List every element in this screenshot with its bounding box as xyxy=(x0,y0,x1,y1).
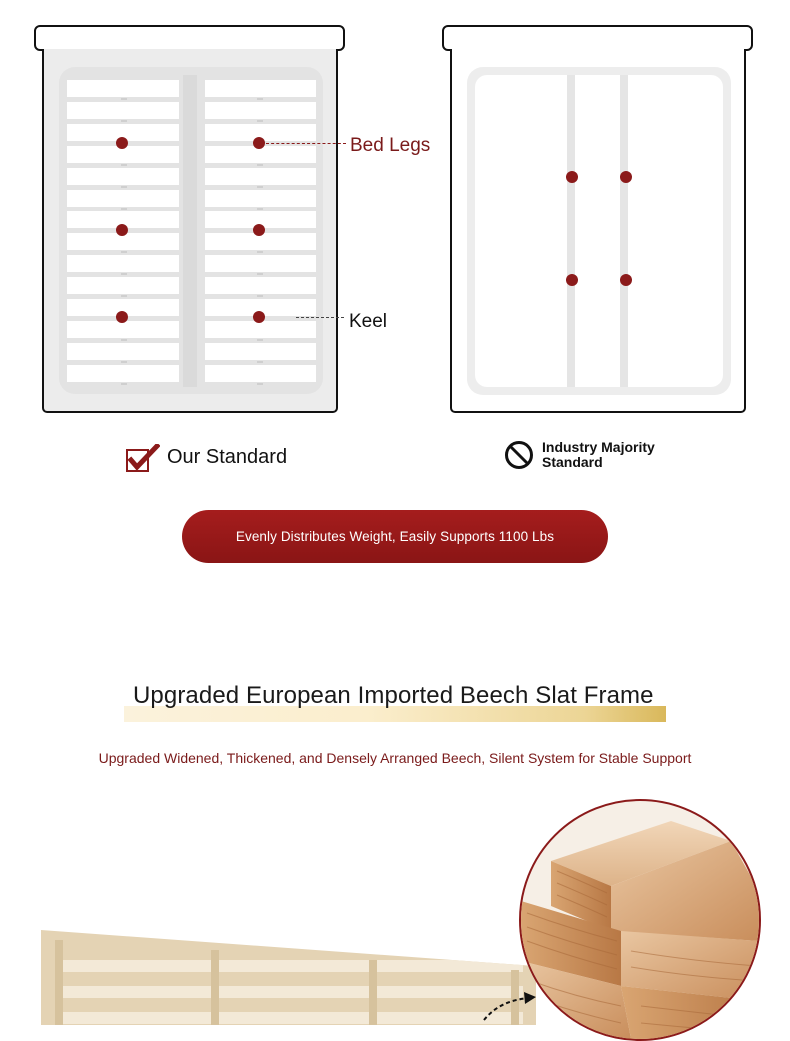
bed-slat xyxy=(67,80,179,97)
support-tick xyxy=(257,295,263,297)
bed-slat xyxy=(67,102,179,119)
bed-slat xyxy=(205,343,316,360)
section-subtitle-wrap xyxy=(0,750,790,766)
support-tick xyxy=(121,186,127,188)
curved-arrow-icon xyxy=(478,990,542,1027)
bed-legs-label: Bed Legs xyxy=(350,135,431,156)
support-rail xyxy=(620,75,628,387)
bed-slat xyxy=(67,255,179,272)
load-capacity-banner xyxy=(182,510,608,563)
bed-leg xyxy=(620,171,632,183)
support-tick xyxy=(121,339,127,341)
support-tick xyxy=(121,361,127,363)
prohibited-icon xyxy=(503,439,535,476)
our-standard-label: Our Standard xyxy=(167,446,288,468)
section-subtitle: Upgraded Widened, Thickened, and Densely Arranged Beech, Silent System for Stable Support xyxy=(98,750,692,766)
wood-post xyxy=(211,950,219,1030)
support-tick xyxy=(257,186,263,188)
industry-standard-legend xyxy=(503,436,703,476)
support-tick xyxy=(121,273,127,275)
support-tick xyxy=(257,98,263,100)
bed-slat xyxy=(205,321,316,338)
bed-slat xyxy=(205,102,316,119)
support-tick xyxy=(257,361,263,363)
bed-slat xyxy=(205,233,316,250)
support-tick xyxy=(121,383,127,385)
bed-slat xyxy=(205,277,316,294)
load-capacity-text: Evenly Distributes Weight, Easily Supports 1100 Lbs xyxy=(235,529,555,544)
support-tick xyxy=(121,251,127,253)
section-title: Upgraded European Imported Beech Slat Frame xyxy=(133,682,654,709)
bed-slat xyxy=(67,343,179,360)
bed-legs-leader-line xyxy=(266,143,346,144)
bed-leg xyxy=(116,137,128,149)
industry-standard-label-line1: Industry Majority xyxy=(542,439,655,455)
bed-slat xyxy=(205,190,316,207)
our-standard-legend xyxy=(124,440,294,474)
bed-slat xyxy=(67,168,179,185)
support-board xyxy=(475,75,723,387)
wood-slat xyxy=(63,1012,523,1024)
bed-leg xyxy=(566,171,578,183)
support-tick xyxy=(121,295,127,297)
wood-slat xyxy=(63,986,523,998)
bed-leg xyxy=(253,311,265,323)
beech-wood-closeup xyxy=(519,799,761,1041)
support-tick xyxy=(257,383,263,385)
center-keel xyxy=(183,75,197,387)
keel-label: Keel xyxy=(349,311,388,332)
keel-leader-line xyxy=(296,317,344,318)
bed-slat xyxy=(67,190,179,207)
bed-leg xyxy=(620,274,632,286)
industry-standard-label-line2: Standard xyxy=(542,454,603,470)
bed-slat xyxy=(67,365,179,382)
wood-slat xyxy=(63,960,523,972)
bed-slat xyxy=(205,365,316,382)
support-tick xyxy=(257,339,263,341)
support-tick xyxy=(121,98,127,100)
support-tick xyxy=(121,208,127,210)
support-tick xyxy=(257,164,263,166)
bed-slat xyxy=(205,168,316,185)
support-rail xyxy=(567,75,575,387)
beech-slat-frame-image xyxy=(41,930,536,1025)
support-tick xyxy=(257,208,263,210)
bed-leg xyxy=(116,224,128,236)
bed-leg xyxy=(253,137,265,149)
bed-slat xyxy=(205,80,316,97)
support-tick xyxy=(257,273,263,275)
support-tick xyxy=(121,120,127,122)
right-headboard xyxy=(442,25,753,51)
right-board-area xyxy=(467,67,731,395)
left-slat-area xyxy=(59,67,323,394)
support-tick xyxy=(257,251,263,253)
bed-slat xyxy=(205,255,316,272)
wood-post xyxy=(55,940,63,1030)
support-tick xyxy=(257,120,263,122)
bed-leg xyxy=(116,311,128,323)
bed-leg xyxy=(566,274,578,286)
checkmark-box-icon xyxy=(126,444,160,479)
support-tick xyxy=(121,164,127,166)
bed-leg xyxy=(253,224,265,236)
left-headboard xyxy=(34,25,345,51)
bed-slat xyxy=(67,277,179,294)
bed-slat xyxy=(67,321,179,338)
